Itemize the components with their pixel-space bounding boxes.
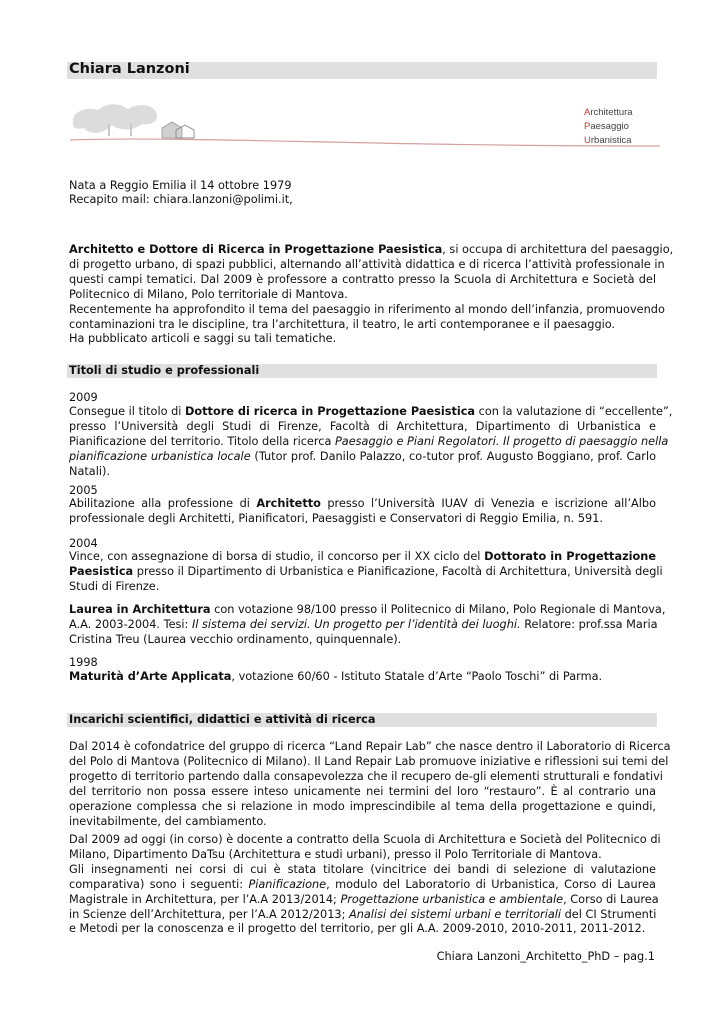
text-line: di progetto urbano, di spazi pubblici, alternando all’attività didattica e di ricerca l’attività professionale in xyxy=(69,257,665,271)
text-line: presso l’Università degli Studi di Firenze, Facoltà di Architettura, Dipartimento di Urbanistica e xyxy=(69,419,656,433)
email-line: Recapito mail: chiara.lanzoni@polimi.it, xyxy=(69,193,293,206)
text-line: Vince, con assegnazione di borsa di studio, il concorso per il XX ciclo del Dottorato in Progettazione xyxy=(69,550,656,563)
text-line: Architetto e Dottore di Ricerca in Progettazione Paesistica, si occupa di architettura del paesaggio, xyxy=(69,243,674,256)
text-line: Recentemente ha approfondito il tema del paesaggio in riferimento al mondo dell’infanzia, promuovendo xyxy=(69,302,665,316)
text-line: in Scienze dell’Architettura, per l’A.A 2012/2013; Analisi dei sistemi urbani e territoriali del CI Strumenti xyxy=(69,907,657,921)
year-label: 1998 xyxy=(69,656,98,669)
text-line: Natali). xyxy=(69,464,111,478)
page-footer: Chiara Lanzoni_Architetto_PhD – pag.1 xyxy=(436,950,655,963)
text-line: contaminazioni tra le discipline, tra l’architettura, il teatro, le arti contemporanee e il paesaggio. xyxy=(69,317,616,331)
logo-line-paesaggio: Paesaggio xyxy=(584,121,629,132)
text-line: del Polo di Mantova (Politecnico di Milano). Il Land Repair Lab promuove iniziative e riflessioni sui temi del xyxy=(69,754,669,768)
name-header-bar xyxy=(67,62,657,79)
text-line: professionale degli Architetti, Pianificatori, Paesaggisti e Conservatori di Reggio Emilia, n. 591. xyxy=(69,511,603,525)
text-line: pianificazione urbanistica locale (Tutor prof. Danilo Palazzo, co-tutor prof. Augusto Boggiano, prof. Carlo xyxy=(69,449,656,463)
text-line: operazione complessa che si relazione in modo imprescindibile al tema della progettazione e quindi, xyxy=(69,799,656,813)
text-line: Dal 2009 ad oggi (in corso) è docente a contratto della Scuola di Architettura e Società del Politecnico di xyxy=(69,833,661,846)
text-line: Abilitazione alla professione di Architetto presso l’Università IUAV di Venezia e iscrizione all’Albo xyxy=(69,497,656,510)
text-line: comparativa) sono i seguenti: Pianificazione, modulo del Laboratorio di Urbanistica, Corso di Laurea xyxy=(69,877,656,891)
birth-line: Nata a Reggio Emilia il 14 ottobre 1979 xyxy=(69,179,292,192)
section-title: Titoli di studio e professionali xyxy=(69,364,260,377)
text-line: inevitabilmente, del cambiamento. xyxy=(69,814,267,828)
text-line: Cristina Treu (Laurea vecchio ordinamento, quinquennale). xyxy=(69,632,402,646)
text-line: e Metodi per la conoscenza e il progetto del territorio, per gli A.A. 2009-2010, 2010-2011, 2011-2012. xyxy=(69,922,646,936)
text-line: Gli insegnamenti nei corsi di cui è stata titolare (vincitrice dei bandi di selezione di valutazione xyxy=(69,862,656,876)
year-label: 2004 xyxy=(69,537,98,550)
text-line: progetto di territorio partendo dalla consapevolezza che il recupero de-gli elementi strutturali e fondativi xyxy=(69,769,663,783)
section-header-incarichi xyxy=(67,713,657,727)
year-label: 2009 xyxy=(69,391,98,404)
text-line: Pianificazione del territorio. Titolo della ricerca Paesaggio e Piani Regolatori. Il progetto di paesaggio nella xyxy=(69,434,669,448)
text-line: Studi di Firenze. xyxy=(69,579,160,593)
logo-line-urbanistica: Urbanistica xyxy=(584,135,632,146)
year-label: 2005 xyxy=(69,484,98,497)
text-line: questi campi tematici. Dal 2009 è professore a contratto presso la Scuola di Architettura e Società del xyxy=(69,272,656,286)
logo-line-architettura: Architettura xyxy=(584,107,633,118)
text-line: Ha pubblicato articoli e saggi su tali tematiche. xyxy=(69,332,337,346)
text-line: Laurea in Architettura con votazione 98/100 presso il Politecnico di Milano, Polo Regionale di Mantova, xyxy=(69,603,666,616)
page-title: Chiara Lanzoni xyxy=(69,61,190,77)
text-line: Paesistica presso il Dipartimento di Urbanistica e Pianificazione, Facoltà di Architettura, Università degli xyxy=(69,564,663,578)
landscape-logo-icon xyxy=(70,98,660,154)
text-line: Milano, Dipartimento DaTsu (Architettura e studi urbani), presso il Polo Territoriale di Mantova. xyxy=(69,847,602,861)
text-line: Politecnico di Milano, Polo territoriale di Mantova. xyxy=(69,287,348,301)
logo-text xyxy=(584,106,633,148)
text-line: Magistrale in Architettura, per l’A.A 2013/2014; Progettazione urbanistica e ambientale, Corso di Laurea xyxy=(69,892,659,906)
text-line: del territorio non possa essere inteso unicamente nei termini del loro “restauro”. È al contrario una xyxy=(69,784,656,798)
text-line: Dal 2014 è cofondatrice del gruppo di ricerca “Land Repair Lab” che nasce dentro il Laboratorio di Ricerca xyxy=(69,740,671,753)
text-line: Consegue il titolo di Dottore di ricerca in Progettazione Paesistica con la valutazione di “eccellente”, xyxy=(69,405,673,418)
text-line: Maturità d’Arte Applicata, votazione 60/60 - Istituto Statale d’Arte “Paolo Toschi” di Parma. xyxy=(69,670,603,683)
section-header-titoli xyxy=(67,364,657,378)
text-line: A.A. 2003-2004. Tesi: Il sistema dei servizi. Un progetto per l’identità dei luoghi. Relatore: prof.ssa Maria xyxy=(69,617,658,631)
section-title: Incarichi scientifici, didattici e attività di ricerca xyxy=(69,713,376,726)
